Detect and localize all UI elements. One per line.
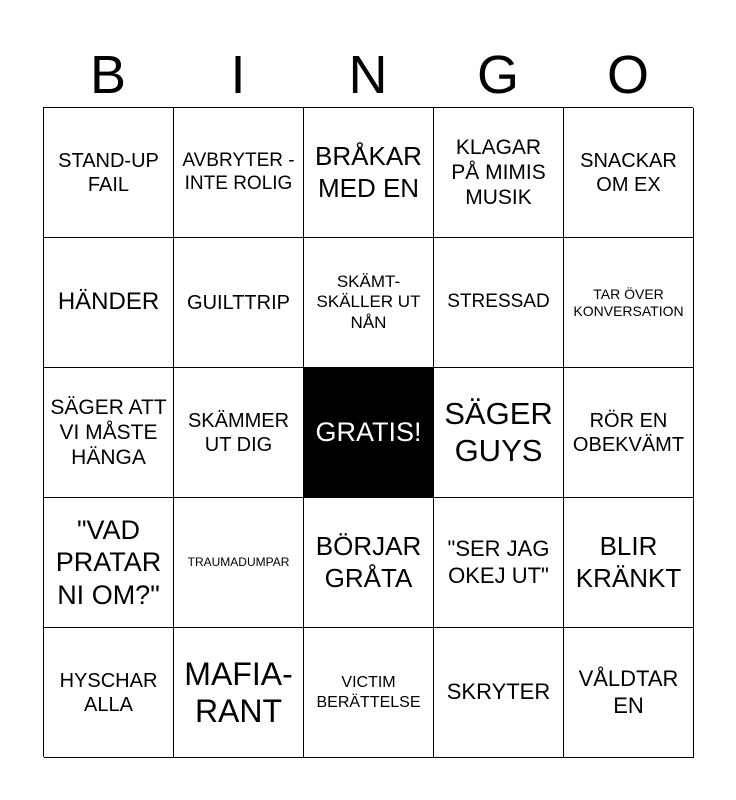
bingo-cell-r1-c2[interactable]: AVBRYTER - INTE ROLIG [174,108,304,238]
bingo-header [43,44,693,106]
bingo-cell-r1-c3[interactable]: BRÅKAR MED EN [304,108,434,238]
bingo-cell-r4-c5[interactable]: BLIR KRÄNKT [564,498,694,628]
bingo-cell-r2-c5[interactable]: TAR ÖVER KONVERSATION [564,238,694,368]
bingo-cell-r4-c4[interactable]: "SER JAG OKEJ UT" [434,498,564,628]
bingo-cell-r2-c1[interactable]: HÄNDER [44,238,174,368]
bingo-cell-r5-c4[interactable]: SKRYTER [434,628,564,758]
header-letter-n: N [348,45,388,105]
bingo-cell-r4-c3[interactable]: BÖRJAR GRÅTA [304,498,434,628]
bingo-cell-r1-c4[interactable]: KLAGAR PÅ MIMIS MUSIK [434,108,564,238]
bingo-cell-r5-c1[interactable]: HYSCHAR ALLA [44,628,174,758]
bingo-cell-r5-c2[interactable]: MAFIA-RANT [174,628,304,758]
header-letter-i: I [230,45,246,105]
bingo-cell-r2-c3[interactable]: SKÄMT-SKÄLLER UT NÅN [304,238,434,368]
header-letter-b: B [89,45,127,105]
bingo-cell-free[interactable]: GRATIS! [304,368,434,498]
bingo-cell-r1-c1[interactable]: STAND-UP FAIL [44,108,174,238]
bingo-cell-r2-c4[interactable]: STRESSAD [434,238,564,368]
bingo-cell-r2-c2[interactable]: GUILTTRIP [174,238,304,368]
bingo-cell-r4-c2[interactable]: TRAUMADUMPAR [174,498,304,628]
bingo-cell-r4-c1[interactable]: "VAD PRATAR NI OM?" [44,498,174,628]
header-letter-o: O [606,45,649,105]
bingo-cell-r1-c5[interactable]: SNACKAR OM EX [564,108,694,238]
bingo-cell-r3-c5[interactable]: RÖR EN OBEKVÄMT [564,368,694,498]
bingo-cell-r5-c5[interactable]: VÅLDTAR EN [564,628,694,758]
bingo-cell-r5-c3[interactable]: VICTIM BERÄTTELSE [304,628,434,758]
bingo-cell-r3-c1[interactable]: SÄGER ATT VI MÅSTE HÄNGA [44,368,174,498]
bingo-cell-r3-c2[interactable]: SKÄMMER UT DIG [174,368,304,498]
bingo-board [43,107,693,757]
header-letter-g: G [476,45,519,105]
bingo-cell-r3-c4[interactable]: SÄGER GUYS [434,368,564,498]
